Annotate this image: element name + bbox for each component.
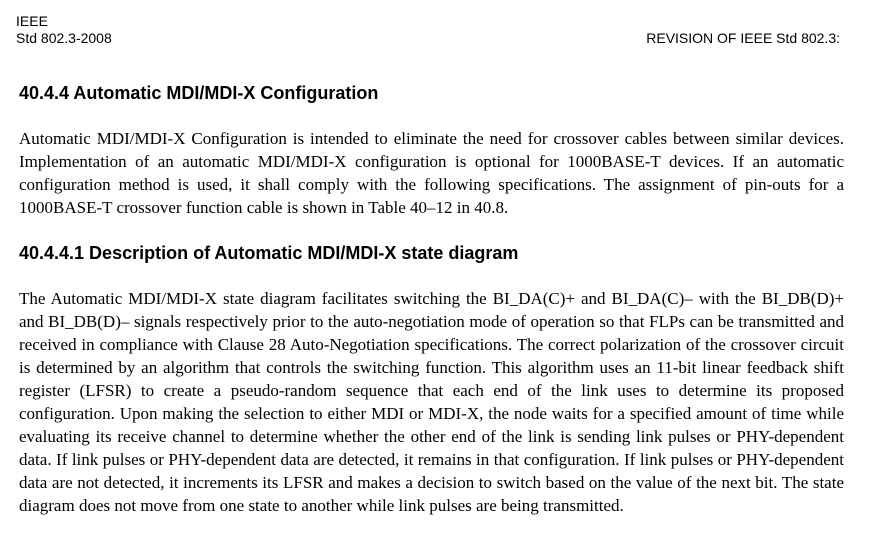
- header-revision: REVISION OF IEEE Std 802.3:: [646, 30, 840, 46]
- section-heading-40-4-4-1: 40.4.4.1 Description of Automatic MDI/MDI-X state diagram: [19, 243, 519, 263]
- header-org: IEEE: [16, 13, 48, 29]
- page-header: [16, 13, 840, 47]
- section-heading-40-4-4: 40.4.4 Automatic MDI/MDI-X Configuration: [19, 83, 379, 103]
- section-body-40-4-4: Automatic MDI/MDI-X Configuration is intended to eliminate the need for crossover cables between similar devices. Implementation of an automatic MDI/MDI-X configuration is optional for 1000BASE-T devices. If an automatic configuration method is used, it shall comply with the following specifications. The assignment of pin-outs for a 1000BASE-T crossover function cable is shown in Table 40–12 in 40.8.: [19, 129, 844, 217]
- section-body-40-4-4-1: The Automatic MDI/MDI-X state diagram facilitates switching the BI_DA(C)+ and BI_DA(C)– with the BI_DB(D)+ and BI_DB(D)– signals respectively prior to the auto-negotiation mode of operation so that FLPs can be transmitted and received in compliance with Clause 28 Auto-Negotiation specifications. The correct polarization of the crossover circuit is determined by an algorithm that controls the switching function. This algorithm uses an 11-bit linear feedback shift register (LFSR) to create a pseudo-random sequence that each end of the link uses to determine its proposed configuration. Upon making the selection to either MDI or MDI-X, the node waits for a specified amount of time while evaluating its receive channel to determine whether the other end of the link is sending link pulses or PHY-dependent data. If link pulses or PHY-dependent data are detected, it remains in that configuration. If link pulses or PHY-dependent data are not detected, it increments its LFSR and makes a decision to switch based on the value of the next bit. The state diagram does not move from one state to another while link pulses are being transmitted.: [19, 289, 844, 515]
- header-std: Std 802.3-2008: [16, 30, 112, 46]
